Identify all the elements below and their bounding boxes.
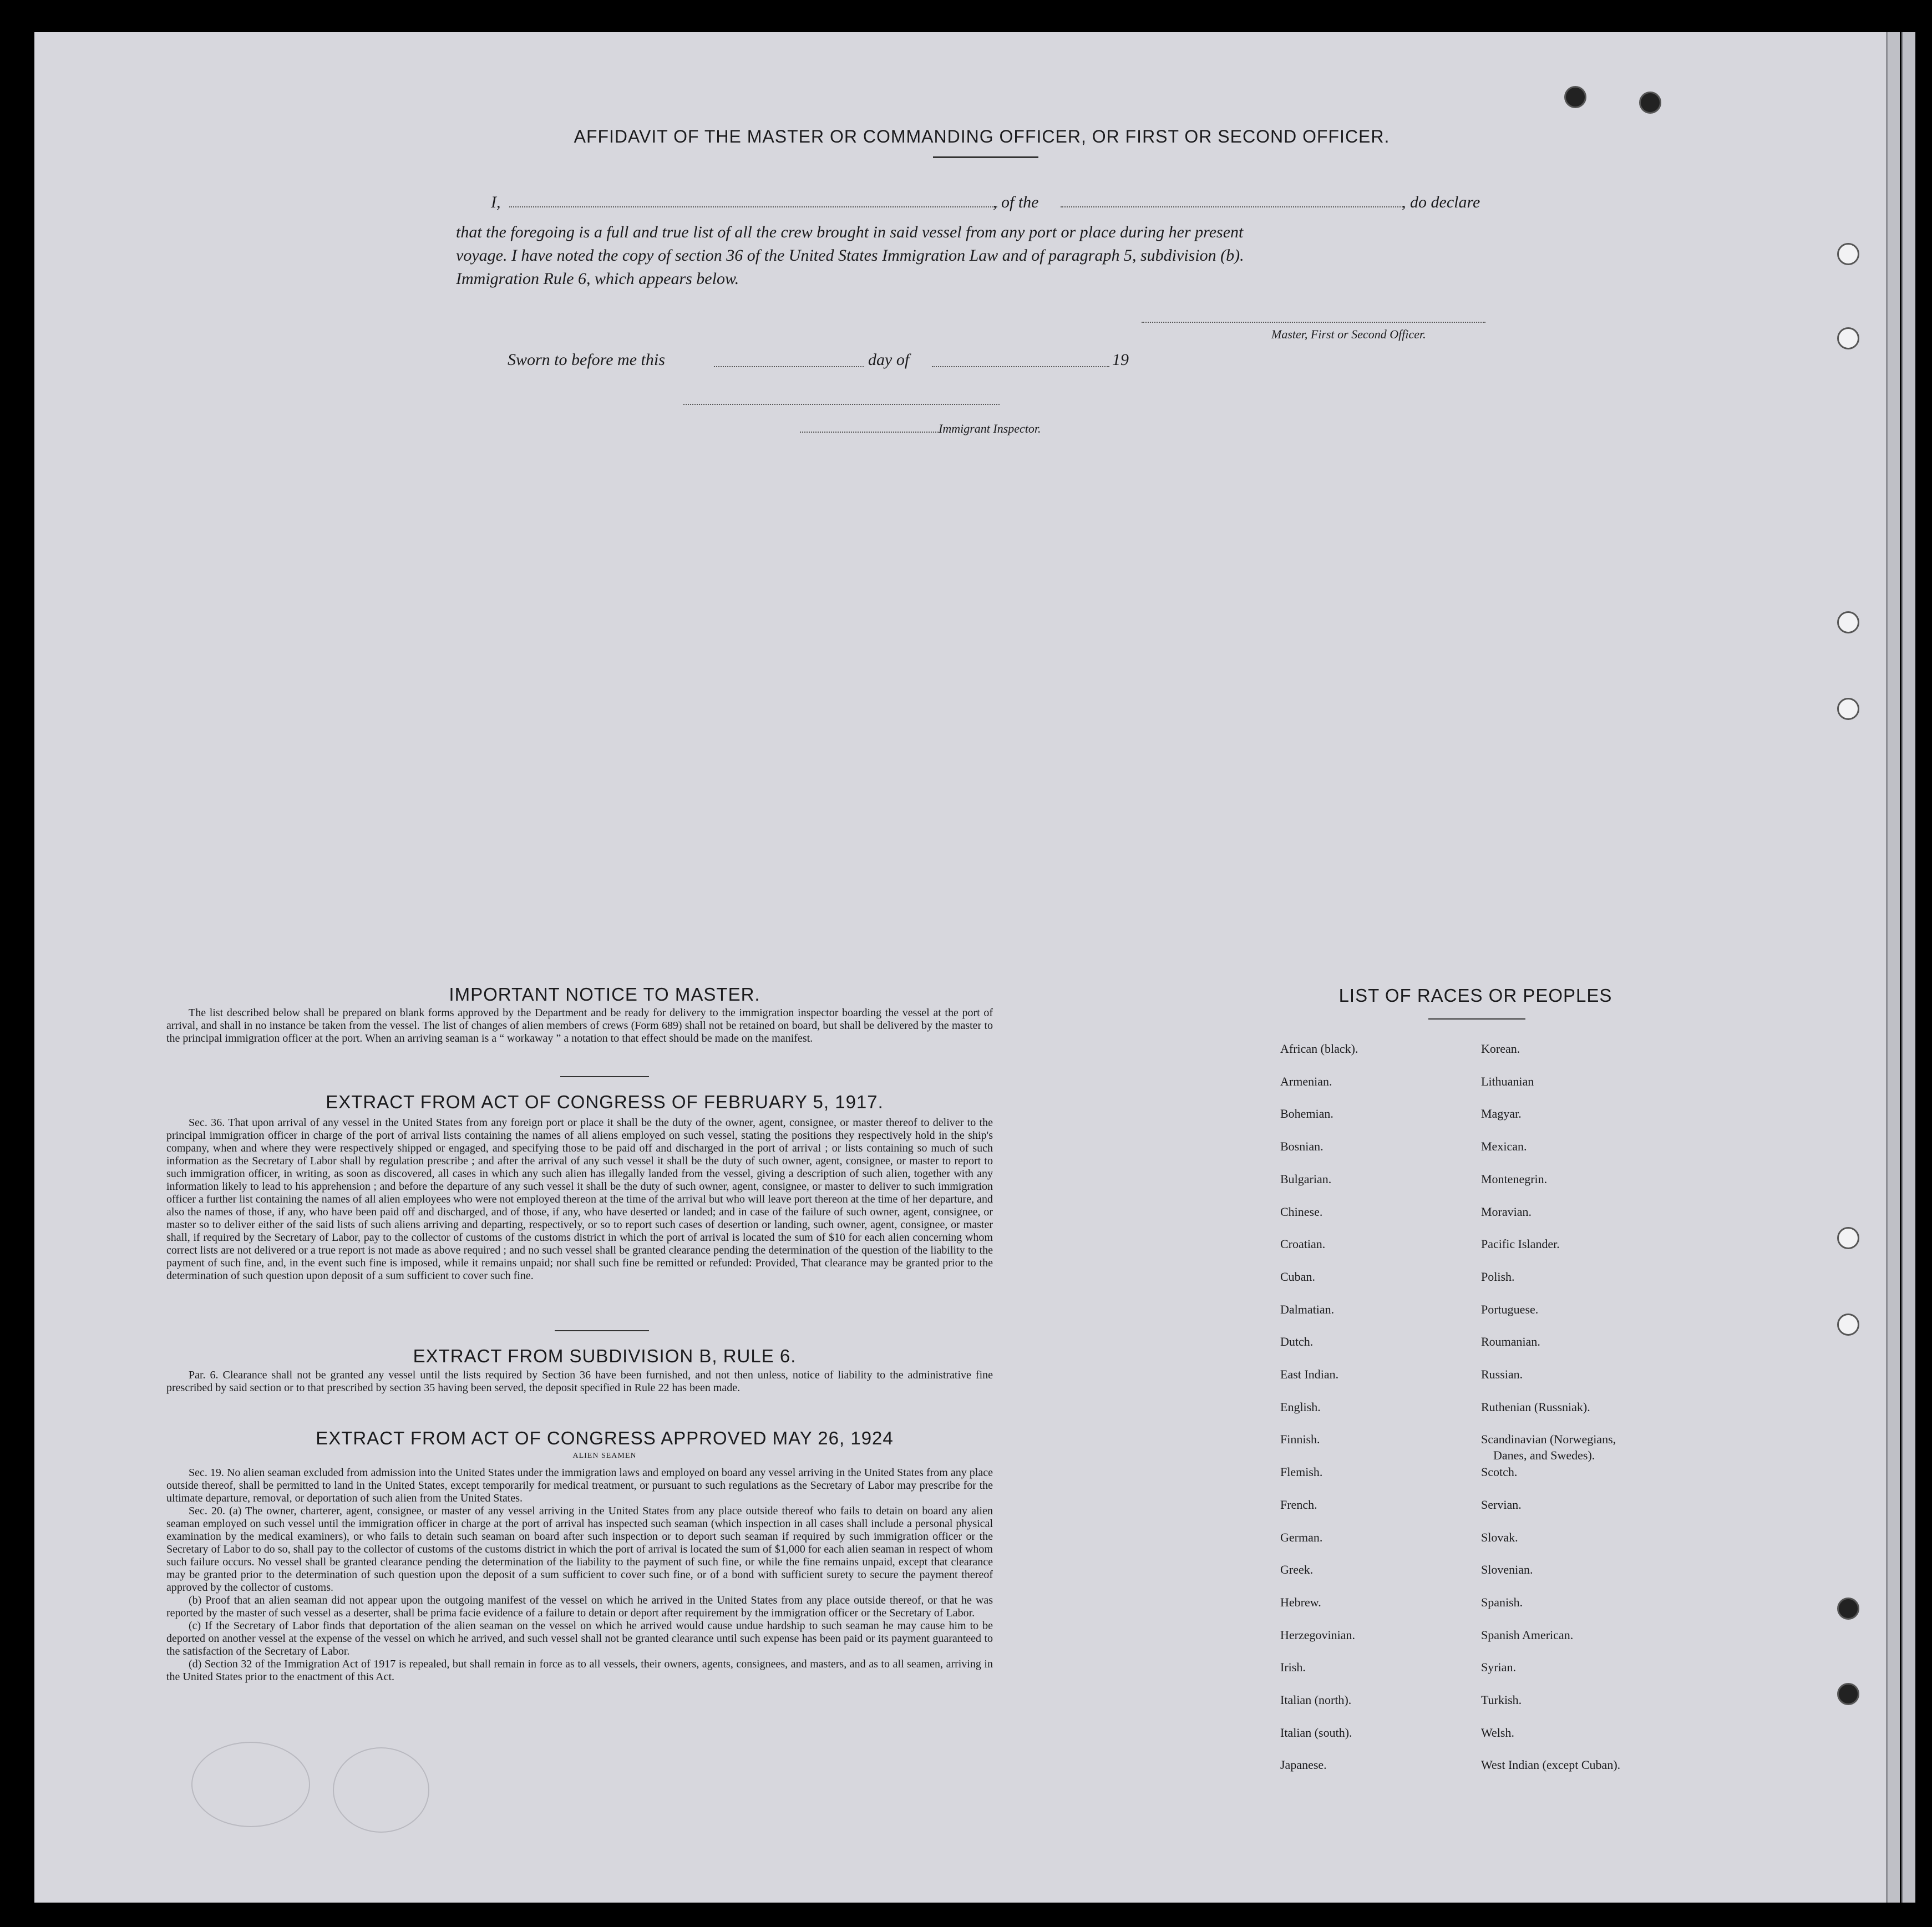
- race-item: Syrian.: [1481, 1660, 1516, 1674]
- year-label: 19: [1112, 351, 1129, 369]
- race-item: Dalmatian.: [1280, 1302, 1335, 1316]
- affidavit-line: Immigration Rule 6, which appears below.: [456, 270, 739, 288]
- race-item: Irish.: [1280, 1660, 1306, 1674]
- notice-title: IMPORTANT NOTICE TO MASTER.: [449, 984, 760, 1005]
- race-item: Chinese.: [1280, 1205, 1323, 1219]
- inspector-label: Immigrant Inspector.: [939, 422, 1041, 435]
- affidavit-statement: [456, 221, 1510, 291]
- race-item: Spanish.: [1481, 1595, 1523, 1609]
- sec-20b-paragraph: (b) Proof that an alien seaman did not appear upon the outgoing manifest of the vessel on which he arrived in the United States from any place outside thereof, or that he was reported by the master of such vessel as a deserter, shall be prima facie evidence of a failure to detain or deport after requirement by the immigration officer or the Secretary of Labor.: [166, 1594, 993, 1619]
- par-6-paragraph: Par. 6. Clearance shall not be granted any vessel until the lists required by Section 36 have been furnished, and not then unless, notice of liability to the administrative fine prescribed by said section or to that prescribed by section 35 having been served, the deposit specified in Rule 22 has been made.: [166, 1369, 993, 1394]
- of-the-label: , of the: [993, 193, 1039, 211]
- punch-hole-icon: [1837, 327, 1859, 349]
- title-rule: [933, 156, 1038, 158]
- sec-19-paragraph: Sec. 19. No alien seaman excluded from admission into the United States under the immigration laws and employed on board any vessel arriving in the United States from any place outside thereof, shall be permitted to land in the United States, except temporarily for medical treatment, or pursuant to such regulations as the Secretary of Labor may prescribe for the ultimate departure, removal, or deportation of such alien from the United States.: [166, 1467, 993, 1504]
- race-item: Moravian.: [1481, 1205, 1532, 1219]
- affidavit-line: that the foregoing is a full and true list of all the crew brought in said vessel from any port or place during her present: [456, 223, 1244, 241]
- notice-text: [166, 1007, 993, 1045]
- section-rule: [555, 1330, 649, 1331]
- race-item: Dutch.: [1280, 1335, 1314, 1348]
- race-item: Finnish.: [1280, 1432, 1320, 1446]
- race-item: Scandinavian (Norwegians,: [1481, 1432, 1616, 1446]
- race-item: French.: [1280, 1498, 1317, 1512]
- race-item: African (black).: [1280, 1042, 1358, 1056]
- race-item: Croatian.: [1280, 1237, 1326, 1251]
- extract-1917-text: [166, 1117, 993, 1282]
- race-item: Bulgarian.: [1280, 1172, 1332, 1186]
- race-item: Welsh.: [1481, 1726, 1514, 1740]
- punch-hole-icon: [1639, 92, 1661, 114]
- punch-hole-icon: [1837, 1314, 1859, 1336]
- races-title: LIST OF RACES OR PEOPLES: [1338, 985, 1612, 1006]
- race-item: Polish.: [1481, 1270, 1515, 1284]
- race-item: West Indian (except Cuban).: [1481, 1758, 1621, 1772]
- sec-20c-paragraph: (c) If the Secretary of Labor finds that deportation of the alien seaman on the vessel on which he arrived would cause undue hardship to such seaman he may cause him to be deported on another vessel at the expense of the vessel on which he arrived, and such vessel shall not be granted clearance until such expense has been paid or its payment guaranteed to the satisfaction of the Secretary of Labor.: [166, 1620, 993, 1657]
- race-item: Hebrew.: [1280, 1595, 1321, 1609]
- race-item: Korean.: [1481, 1042, 1520, 1056]
- i-label: I,: [491, 193, 501, 211]
- race-item: Portuguese.: [1481, 1302, 1539, 1316]
- race-item: Slovenian.: [1481, 1563, 1533, 1576]
- punch-hole-icon: [1837, 1683, 1859, 1705]
- race-item: Lithuanian: [1481, 1074, 1534, 1088]
- race-item: Montenegrin.: [1481, 1172, 1548, 1186]
- faint-stamp-impression: [333, 1747, 429, 1833]
- sec-20a-paragraph: Sec. 20. (a) The owner, charterer, agent, consignee, or master of any vessel arriving in the United States from any place outside thereof who fails to detain on board any alien seaman employed on such vessel until the immigration officer in charge at the port of arrival has inspected such seaman (which inspection in all cases shall include a personal physical examination by the medical examiners), or who fails to detain such seaman on board after such inspection or to deport such seaman if required by such immigration officer or the Secretary of Labor to do so, shall pay to the collector of customs of the customs district in which the port of arrival is located the sum of $1,000 for each alien seaman in respect of whom such failure occurs. No vessel shall be granted clearance pending the determination of the liability to the payment of such fine, or while the fine remains unpaid, except that clearance may be granted prior to the determination of such question upon the deposit of a sum sufficient to cover such fine, or of a bond with sufficient surety to secure the payment thereof approved by the collector of customs.: [166, 1505, 993, 1594]
- race-item: Mexican.: [1481, 1139, 1527, 1153]
- affidavit-line: voyage. I have noted the copy of section 36 of the United States Immigration Law and of paragraph 5, subdivision (b).: [456, 246, 1244, 265]
- do-declare-label: , do declare: [1402, 193, 1480, 211]
- race-item: Italian (north).: [1280, 1693, 1352, 1707]
- race-item: Bosnian.: [1280, 1139, 1324, 1153]
- sworn-label: Sworn to before me this: [508, 351, 665, 369]
- race-item: Flemish.: [1280, 1465, 1323, 1479]
- race-item: Herzegovinian.: [1280, 1628, 1355, 1642]
- punch-hole-icon: [1837, 243, 1859, 265]
- race-item: Spanish American.: [1481, 1628, 1574, 1642]
- race-item: Slovak.: [1481, 1530, 1518, 1544]
- inspector-name-blank: [800, 432, 939, 433]
- race-item: Pacific Islander.: [1481, 1237, 1560, 1251]
- race-item: Cuban.: [1280, 1270, 1315, 1284]
- race-item: Ruthenian (Russniak).: [1481, 1400, 1590, 1414]
- section-rule: [560, 1076, 649, 1077]
- faint-stamp-impression: [191, 1742, 310, 1827]
- page-edge: [1886, 32, 1900, 1903]
- race-item: Turkish.: [1481, 1693, 1522, 1707]
- alien-seamen-subtitle: ALIEN SEAMEN: [572, 1452, 637, 1460]
- race-item: English.: [1280, 1400, 1321, 1414]
- race-item: German.: [1280, 1530, 1323, 1544]
- extract-1924-text: [166, 1467, 993, 1683]
- race-item: Magyar.: [1481, 1107, 1522, 1120]
- punch-hole-icon: [1837, 1227, 1859, 1249]
- vessel-blank: [1061, 206, 1404, 207]
- punch-hole-icon: [1837, 698, 1859, 720]
- day-of-label: day of: [868, 351, 910, 369]
- race-item: Servian.: [1481, 1498, 1522, 1512]
- section-36-paragraph: Sec. 36. That upon arrival of any vessel in the United States from any foreign port or place it shall be the duty of the owner, agent, consignee, or master thereof to deliver to the principal immigration officer in charge of the port of arrival lists containing the names of all aliens employed on such vessel, stating the positions they respectively hold in the ship's company, when and where they were respectively shipped or engaged, and specifying those to be paid off and discharged in the port of arrival ; or lists containing so much of such information as the Secretary of Labor shall by regulation prescribe ; and after the arrival of any such vessel it shall be the duty of such owner, agent, consignee, or master to report to such immigration officer, in writing, as soon as discovered, all cases in which any such alien has illegally landed from the vessel, giving a description of such alien, together with any information likely to lead to his apprehension ; and before the departure of any such vessel it shall be the duty of such owner, agent, consignee, or master to deliver to such immigration officer a further list containing the names of all alien employees who were not employed thereon at the time of the arrival but who will leave port thereon at the time of her departure, and also the names of those, if any, who have been paid off and discharged, and of those, if any, who have deserted or landed; and in case of the failure of such owner, agent, consignee, or master so to deliver either of the said lists of such aliens arriving and departing, respectively, or so to report such cases of desertion or landing, such owner, agent, consignee, or master shall, if required by the Secretary of Labor, pay to the collector of customs of the customs district in which the port of arrival is located the sum of $10 for each alien concerning whom correct lists are not delivered or a true report is not made as above required ; and no such vessel shall be granted clearance pending the determination of the question of the liability to the payment of such fine, and, in the event such fine is imposed, while it remains unpaid; nor shall such fine be remitted or refunded: Provided, That clearance may be granted prior to the determination of such question upon deposit of a sum sufficient to cover such fine.: [166, 1117, 993, 1282]
- affidavit-title: AFFIDAVIT OF THE MASTER OR COMMANDING OFFICER, OR FIRST OR SECOND OFFICER.: [574, 126, 1390, 146]
- master-signature-blank: [1142, 322, 1485, 323]
- race-item: Armenian.: [1280, 1074, 1332, 1088]
- race-item: Japanese.: [1280, 1758, 1327, 1772]
- subdivision-text: [166, 1369, 993, 1394]
- inspector-signature-blank: [683, 404, 1000, 405]
- race-item: Bohemian.: [1280, 1107, 1333, 1120]
- races-title-rule: [1428, 1018, 1525, 1020]
- page-edge: [1901, 32, 1915, 1903]
- punch-hole-icon: [1837, 1598, 1859, 1620]
- race-item: Greek.: [1280, 1563, 1314, 1576]
- extract-1924-title: EXTRACT FROM ACT OF CONGRESS APPROVED MAY 26, 1924: [316, 1428, 894, 1448]
- punch-hole-icon: [1837, 611, 1859, 633]
- notice-paragraph: The list described below shall be prepared on blank forms approved by the Department and be ready for delivery to the immigration inspector boarding the vessel at the port of arrival, and shall in no instance be taken from the vessel. The list of changes of alien members of crews (Form 689) shall not be retained on board, but shall be delivered by the master to the principal immigration officer at the port. When an arriving seaman is a “ workaway ” a notation to that effect should be made on the manifest.: [166, 1007, 993, 1044]
- race-item: Russian.: [1481, 1367, 1523, 1381]
- sworn-month-blank: [932, 366, 1109, 367]
- race-item-continuation: Danes, and Swedes).: [1493, 1448, 1595, 1462]
- extract-1917-title: EXTRACT FROM ACT OF CONGRESS OF FEBRUARY 5, 1917.: [326, 1092, 884, 1112]
- sec-20d-paragraph: (d) Section 32 of the Immigration Act of 1917 is repealed, but shall remain in force as to all vessels, their owners, agents, consignees, and masters, and as to all seamen, arriving in the United States prior to the enactment of this Act.: [166, 1658, 993, 1683]
- race-item: Roumanian.: [1481, 1335, 1540, 1348]
- master-label: Master, First or Second Officer.: [1271, 327, 1426, 341]
- sworn-day-blank: [714, 366, 864, 367]
- race-item: East Indian.: [1280, 1367, 1339, 1381]
- race-item: Scotch.: [1481, 1465, 1518, 1479]
- subdivision-title: EXTRACT FROM SUBDIVISION B, RULE 6.: [413, 1346, 797, 1366]
- race-item: Italian (south).: [1280, 1726, 1352, 1740]
- name-blank: [509, 206, 997, 207]
- punch-hole-icon: [1564, 86, 1586, 108]
